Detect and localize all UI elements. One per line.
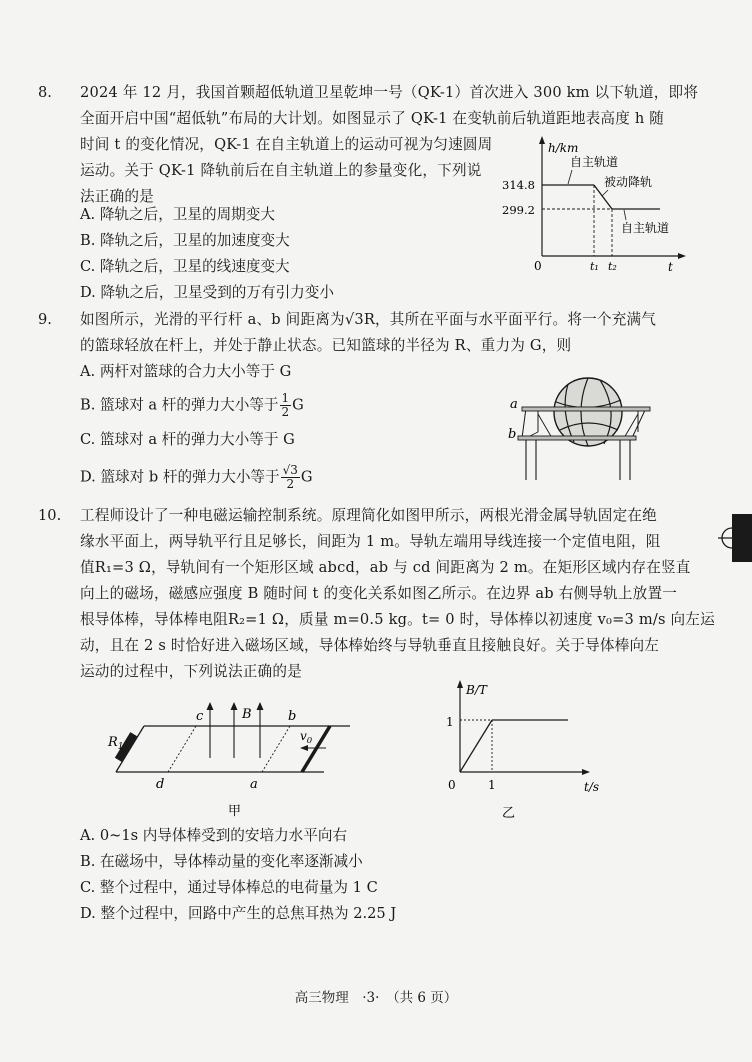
q10-yi-xtick: 1: [488, 778, 496, 792]
q10-yi-xlabel: t/s: [584, 780, 600, 794]
q8-graph-t2: t₂: [608, 260, 617, 273]
q8-option-b: B. 降轨之后，卫星的加速度变大: [80, 232, 290, 249]
q10-figure-jia: [104, 688, 364, 818]
q9-label-b: b: [508, 427, 517, 442]
q10-caption-yi: 乙: [502, 806, 516, 821]
q10-option-d: D. 整个过程中，回路中产生的总焦耳热为 2.25 J: [80, 905, 397, 922]
q10-boundary-ab: [262, 726, 290, 772]
q8-graph-ytick-2: 299.2: [502, 203, 535, 217]
q10-label-a: a: [250, 777, 258, 792]
q10-line-1: 工程师设计了一种电磁运输控制系统。原理简化如图甲所示，两根光滑金属导轨固定在绝: [80, 507, 657, 524]
q10-field-arrow-2: [231, 702, 238, 710]
q10-line-7: 运动的过程中，下列说法正确的是: [80, 663, 302, 680]
q8-graph-label-autonomous-2: 自主轨道: [621, 221, 670, 235]
q10-yi-ramp: [460, 720, 492, 772]
q9-option-b: B. 篮球对 a 杆的弹力大小等于 $\frac{1}{2}$ G: [80, 391, 304, 419]
q9-option-d: D. 篮球对 b 杆的弹力大小等于 $\frac{√3}{2}$ G: [80, 463, 313, 491]
q9-option-d-fraction: $\frac{√3}{2}$: [282, 463, 298, 491]
q10-caption-jia: 甲: [228, 804, 242, 818]
q8-graph-ylabel: h/km: [548, 141, 579, 155]
q8-line-4: 运动。关于 QK-1 降轨前后在自主轨道上的参量变化，下列说: [80, 162, 482, 179]
q10-label-d: d: [156, 777, 165, 792]
q9-basketball-figure: [508, 372, 658, 484]
q8-graph-ytick-1: 314.8: [502, 178, 535, 192]
q8-option-c: C. 降轨之后，卫星的线速度变大: [80, 258, 290, 275]
q10-yi-ylabel: B/T: [466, 683, 487, 697]
q8-line-5: 法正确的是: [80, 188, 154, 205]
page-footer: 高三物理 ·3· （共 6 页）: [294, 990, 458, 1006]
q8-line-2: 全面开启中国“超低轨”布局的大计划。如图显示了 QK-1 在变轨前后轨道距地表高度 h 随: [80, 110, 665, 127]
q9-number: 9.: [38, 311, 52, 328]
q8-number: 8.: [38, 84, 52, 101]
q10-line-4: 向上的磁场，磁感应强度 B 随时间 t 的变化关系如图乙所示。在边界 ab 右侧导轨上放置一: [80, 585, 678, 602]
q9-line-1: 如图所示，光滑的平行杆 a、b 间距离为√3R，其所在平面与水平面平行。将一个充满气: [80, 311, 657, 328]
q8-graph-t1: t₁: [590, 260, 599, 273]
q8-graph-label-autonomous-1: 自主轨道: [570, 155, 619, 169]
q10-line-3: 值R₁=3 Ω，导轨间有一个矩形区域 abcd，ab 与 cd 间距离为 2 m。在矩形区域内存在竖直: [80, 559, 691, 576]
q10-yi-ytick: 1: [446, 715, 454, 729]
q9-option-a: A. 两杆对篮球的合力大小等于 G: [80, 363, 292, 380]
q8-graph-label-passive: 被动降轨: [604, 175, 653, 189]
q10-yi-origin: 0: [448, 778, 456, 792]
q10-label-c: c: [196, 709, 204, 724]
q8-graph-origin: 0: [534, 259, 542, 273]
q10-figure-yi: [440, 676, 610, 821]
q9-sqrt3: √3: [344, 311, 364, 328]
q8-option-d: D. 降轨之后，卫星受到的万有引力变小: [80, 284, 334, 301]
q8-orbit-graph: [500, 134, 690, 274]
q10-field-arrow-1: [207, 702, 214, 710]
q10-label-B: B: [242, 707, 252, 722]
q10-label-b: b: [288, 709, 297, 724]
q9-option-c: C. 篮球对 a 杆的弹力大小等于 G: [80, 431, 295, 448]
q10-line-6: 动，且在 2 s 时恰好进入磁场区域，导体棒始终与导轨垂直且接触良好。关于导体棒向左: [80, 637, 660, 654]
q8-line-3: 时间 t 的变化情况，QK-1 在自主轨道上的运动可视为匀速圆周: [80, 136, 493, 153]
binding-tab-marker: [716, 512, 752, 564]
q10-option-b: B. 在磁场中，导体棒动量的变化率逐渐减小: [80, 853, 363, 870]
q8-option-a: A. 降轨之后，卫星的周期变大: [80, 206, 275, 223]
q10-option-c: C. 整个过程中，通过导体棒总的电荷量为 1 C: [80, 879, 378, 896]
q9-line-2: 的篮球轻放在杆上，并处于静止状态。已知篮球的半径为 R、重力为 G，则: [80, 337, 572, 354]
q9-label-a: a: [510, 397, 518, 412]
rod-a: [522, 407, 650, 411]
q8-graph-xlabel: t: [668, 260, 673, 274]
q10-label-v0: $v_0$: [300, 729, 313, 746]
q10-line-5: 根导体棒，导体棒电阻R₂=1 Ω，质量 m=0.5 kg。t= 0 时，导体棒以初速度 v₀=3 m/s 向左运: [80, 611, 715, 628]
rod-b: [518, 436, 636, 440]
q10-boundary-cd: [168, 726, 196, 772]
q10-field-arrow-3: [257, 702, 264, 710]
q10-label-r1: $R_1$: [108, 735, 124, 752]
q9-option-b-fraction: $\frac{1}{2}$: [281, 391, 290, 419]
q10-line-2: 缘水平面上，两导轨平行且足够长，间距为 1 m。导轨左端用导线连接一个定值电阻，阻: [80, 533, 661, 550]
q8-line-1: 2024 年 12 月，我国首颗超低轨道卫星乾坤一号（QK-1）首次进入 300 km 以下轨道，即将: [80, 84, 699, 101]
q10-option-a: A. 0~1s 内导体棒受到的安培力水平向右: [80, 827, 348, 844]
q10-number: 10.: [38, 507, 62, 524]
